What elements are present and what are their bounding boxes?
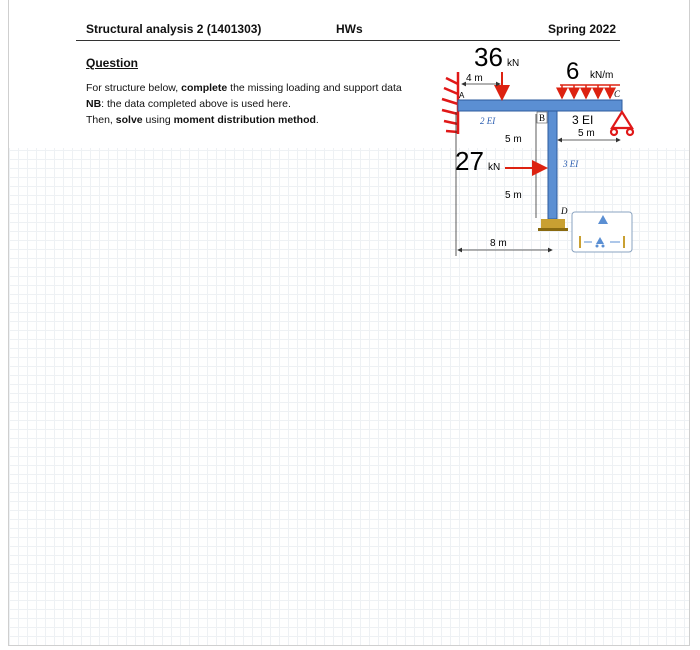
- term-label: Spring 2022: [548, 22, 617, 36]
- udl-unit: kN/m: [590, 70, 614, 81]
- course-title: Structural analysis 2 (1401303): [86, 22, 262, 36]
- node-d-label: D: [561, 206, 568, 216]
- udl-arrows: [560, 85, 620, 98]
- ei-column-label: 3 EI: [563, 159, 579, 169]
- point-load-27-value: 27: [455, 146, 484, 176]
- dim-4m-label: 4 m: [466, 73, 483, 84]
- dim-5m-lower-label: 5 m: [505, 190, 522, 201]
- ei-right-label: 3 EI: [572, 113, 594, 127]
- node-a-label: A: [459, 91, 465, 100]
- node-c-label: C: [614, 89, 621, 99]
- fixed-support-d-base: [538, 228, 568, 231]
- support-options-inset: [572, 212, 632, 252]
- fixed-support-d: [541, 219, 565, 228]
- question-line-3: Then, solve using moment distribution method.: [86, 114, 319, 126]
- column-bd: [548, 111, 557, 219]
- udl-value: 6: [566, 58, 580, 85]
- point-load-27-unit: kN: [488, 162, 501, 173]
- question-title: Question: [86, 56, 139, 70]
- dim-5m-right-label: 5 m: [578, 128, 595, 139]
- point-load-36-value: 36: [474, 42, 503, 72]
- point-load-36-unit: kN: [507, 58, 520, 69]
- ei-left-label: 2 EI: [480, 116, 496, 126]
- node-b-label: B: [539, 113, 546, 123]
- section-label: HWs: [336, 22, 363, 36]
- beam-abc: [458, 100, 622, 111]
- dim-8m-label: 8 m: [490, 238, 507, 249]
- question-line-1: For structure below, complete the missing loading and support data: [86, 82, 402, 94]
- pin-support-c-sketch: [611, 112, 633, 135]
- dim-5m-upper-label: 5 m: [505, 134, 522, 145]
- question-line-2: NB: the data completed above is used here.: [86, 98, 291, 110]
